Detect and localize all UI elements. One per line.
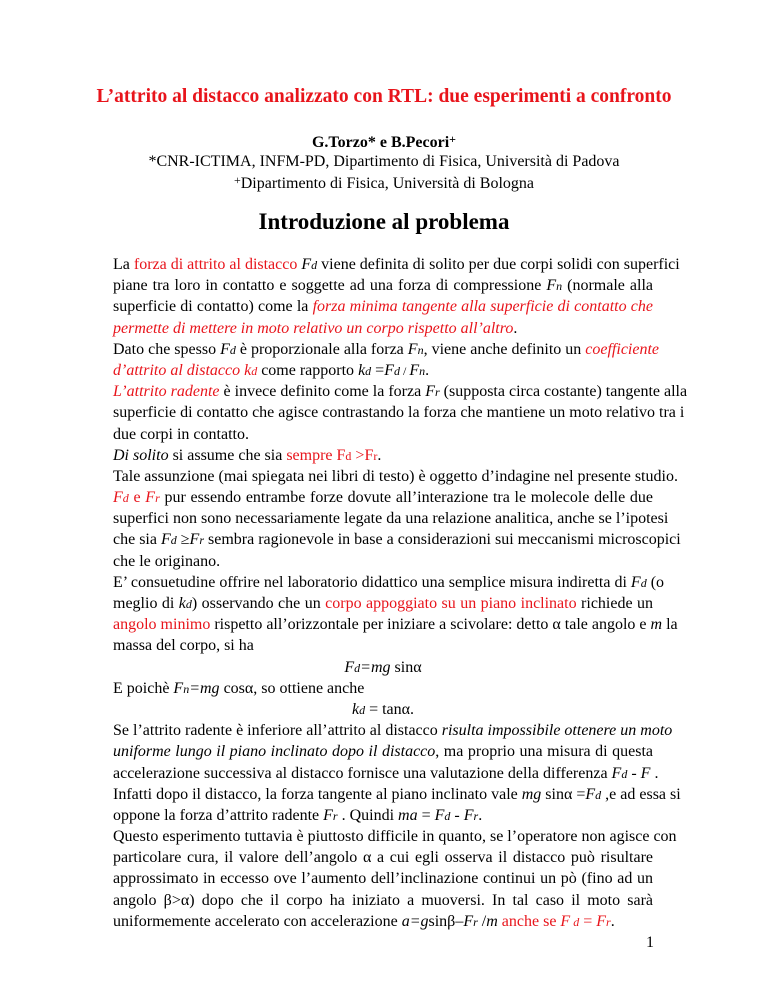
subscript: n (417, 342, 424, 357)
body-line-12 (113, 487, 653, 508)
text-run: - (450, 806, 464, 824)
text-run: che sia (113, 531, 161, 549)
text-run: / (399, 363, 410, 378)
body-line-26: Questo esperimento tuttavia è piuttosto difficile in quanto, se l’operatore non agisce con (113, 828, 677, 846)
subscript: n (183, 681, 190, 696)
body-line-22 (113, 741, 653, 762)
subscript: r (606, 914, 611, 929)
body-line-4 (113, 318, 653, 339)
highlight-text: forza minima tangente alla superficie di contatto che (312, 298, 653, 316)
symbol: mg (521, 785, 542, 803)
italic-text: uniforme lungo il piano inclinato dopo il distacco (113, 743, 436, 761)
symbol: F (384, 361, 394, 379)
text-run: = (371, 361, 385, 379)
affiliation-bologna: Dipartimento di Fisica, Università di Bologna (240, 175, 535, 192)
subscript: d (345, 448, 352, 463)
body-line-18 (113, 614, 678, 635)
symbol: F (611, 764, 622, 782)
body-line-30 (113, 911, 653, 932)
highlight-text: sempre F (286, 446, 346, 464)
body-line-9: due corpi in contatto. (113, 425, 249, 443)
text-run: è invece definito come la forza (219, 383, 426, 401)
text-run: E poichè (113, 679, 174, 697)
subscript: d (359, 702, 366, 717)
section-heading: Introduzione al problema (258, 209, 510, 234)
author-pecori-mark: + (449, 132, 456, 146)
body-line-2 (113, 275, 653, 296)
text-run: = tanα. (365, 700, 415, 718)
symbol: =mg (360, 658, 391, 676)
highlight-text: coefficiente (585, 340, 660, 358)
text-run: viene definita di solito per due corpi solidi con superfici (317, 256, 680, 273)
body-line-17 (113, 593, 653, 614)
text-run: (supposta circa costante) tangente alla (439, 383, 688, 401)
subscript: d (640, 575, 647, 590)
authors-line (0, 132, 768, 152)
symbol: k (351, 700, 360, 718)
symbol: k (178, 595, 186, 612)
body-line-29: angolo β>α) dopo che il corpo ha iniziato a muoversi. In tal caso il moto sarà (113, 891, 653, 909)
symbol: F (407, 340, 418, 358)
body-line-10 (113, 445, 653, 466)
text-run: oppone la forza d’attrito radente (113, 806, 324, 824)
subscript: d (354, 660, 361, 675)
symbol: F (113, 489, 123, 507)
text-run: = (417, 806, 435, 824)
symbol: F (409, 361, 420, 379)
subscript: r (473, 914, 478, 929)
body-line-5 (113, 339, 660, 360)
symbol: F (145, 489, 156, 507)
highlight-text: anche se (497, 912, 561, 930)
author-pecori: B.Pecori (390, 134, 450, 151)
affiliation-bologna-mark: + (233, 173, 241, 187)
body-line-20 (113, 678, 653, 699)
body-line-16 (113, 572, 665, 593)
text-run: sinβ– (428, 912, 464, 930)
symbol: F (323, 806, 333, 824)
highlight-text: d’attrito al distacco k (113, 361, 252, 379)
body-line-19: massa del corpo, si ha (113, 637, 254, 655)
text-run: sembra ragionevole in base a considerazioni sui meccanismi microscopici (204, 531, 681, 549)
subscript: d (170, 533, 177, 548)
text-run: . (478, 806, 483, 824)
body-line-11: Tale assunzione (mai spiegata nei libri di testo) è oggetto d’indagine nel presente studio. (113, 467, 678, 485)
symbol: F (560, 912, 571, 930)
affiliation-bologna-line (0, 173, 768, 193)
highlight-text: permette di mettere in moto relativo un corpo rispetto all’altro (113, 319, 514, 337)
subscript: n (556, 279, 563, 294)
text-run: accelerazione successiva al distacco fornisce una valutazione della differenza (113, 764, 612, 782)
affiliation-padova: *CNR-ICTIMA, INFM-PD, Dipartimento di Fisica, Università di Padova (148, 153, 620, 170)
subscript: d (229, 342, 236, 357)
body-line-23 (113, 763, 659, 784)
text-run: (o (646, 573, 665, 591)
subscript: n (419, 363, 426, 378)
symbol: F (173, 679, 184, 697)
subscript: r (473, 808, 479, 823)
symbol: F (160, 531, 171, 549)
text-run: cosα, so ottiene anche (219, 679, 365, 697)
symbol: F (463, 806, 474, 824)
body-line-15: che le originano. (113, 552, 221, 570)
text-run: ≥ (176, 531, 190, 549)
highlight-text: angolo minimo (113, 616, 211, 634)
italic-text: Di solito (113, 446, 169, 464)
text-run: / (477, 912, 487, 930)
author-torzo: G.Torzo (311, 134, 368, 151)
highlight-text: e (128, 489, 146, 507)
body-line-21 (113, 720, 673, 741)
body-text (113, 254, 688, 932)
text-run: . Quindi (337, 806, 399, 824)
symbol: F (434, 806, 445, 824)
text-run: Dato che spesso (113, 340, 221, 358)
symbol: F (640, 764, 651, 782)
text-run: , viene anche definito un (423, 340, 586, 358)
subscript: d (185, 597, 192, 611)
body-line-13: superfici non sono necessariamente legate da una relazione analitica, anche se l’ipotesi (113, 510, 669, 528)
text-run: sinα (390, 658, 422, 676)
highlight-text: = (579, 912, 597, 930)
text-run: . (610, 912, 615, 930)
highlight-text: L’attrito radente (113, 383, 220, 401)
text-run: è proporzionale alla forza (235, 340, 408, 358)
page-number: 1 (646, 934, 654, 951)
body-line-3 (113, 296, 653, 317)
italic-text: risulta impossibile ottenere un moto (441, 722, 673, 740)
symbol: k (358, 361, 366, 379)
subscript: d (621, 766, 628, 781)
symbol: =mg (189, 679, 220, 697)
subscript: r (373, 448, 378, 463)
symbol: F (425, 383, 435, 401)
equation-kd (113, 699, 653, 720)
subscript: r (199, 533, 204, 548)
authors-connector: e (375, 134, 391, 151)
text-run: meglio di (113, 595, 179, 612)
text-run: pur essendo entrambe forze dovute all’interazione tra le molecole delle due (159, 489, 654, 507)
text-run: , ma proprio una misura di questa (435, 743, 653, 761)
text-run: si assume che sia (168, 446, 287, 464)
symbol: m (650, 616, 663, 634)
text-run: Se l’attrito radente è inferiore all’attrito al distacco (113, 722, 442, 740)
subscript: d (393, 363, 400, 378)
body-line-1 (113, 254, 680, 275)
text-run: E’ consuetudine offrire nel laboratorio didattico una semplice misura indiretta di (113, 573, 631, 591)
body-line-25 (113, 805, 653, 826)
text-run: superficie di contatto) come la (113, 298, 313, 316)
text-run: ,e ad essa si (601, 785, 681, 803)
text-run: Infatti dopo il distacco, la forza tangente al piano inclinato vale (113, 785, 522, 803)
symbol: F (463, 912, 474, 930)
text-run: - (627, 764, 641, 782)
text-run: uniformemente accelerato con accelerazione (113, 912, 402, 930)
symbol: F (220, 340, 230, 358)
subscript: d (311, 258, 318, 272)
body-line-14 (113, 529, 681, 550)
subscript: r (332, 808, 338, 823)
highlight-text: forza di attrito al distacco (133, 256, 298, 273)
body-line-28: approssimato in eccesso ove l’aumento dell’inclinazione continui un pò (fino ad un (113, 870, 653, 888)
symbol: ma (398, 806, 418, 824)
symbol: F (546, 277, 557, 295)
subscript: d (570, 914, 580, 929)
document-title: L’attrito al distacco analizzato con RTL: due esperimenti a confronto (96, 86, 672, 107)
text-run: come rapporto (257, 361, 359, 379)
text-run: ) osservando che un (191, 595, 326, 612)
body-line-6 (113, 360, 653, 381)
highlight-text: corpo appoggiato su un piano inclinato (325, 595, 577, 612)
symbol: a=g (401, 912, 429, 930)
subscript: d (122, 491, 129, 506)
body-line-27: particolare cura, il valore dell’angolo α a cui egli osserva il distacco può risultare (113, 849, 653, 867)
symbol: F (585, 785, 596, 803)
symbol: F (189, 531, 200, 549)
text-run: la (662, 616, 678, 634)
subscript: d (251, 363, 258, 378)
symbol: F (630, 573, 641, 591)
subscript: r (434, 385, 440, 400)
symbol: F (344, 658, 355, 676)
highlight-text: >F (351, 446, 374, 464)
symbol: m (486, 912, 498, 930)
subscript: r (155, 491, 160, 506)
text-run: . (513, 319, 518, 337)
symbol: F (301, 256, 312, 273)
text-run: . (650, 764, 659, 782)
text-run: sinα = (541, 785, 586, 803)
body-line-7 (113, 381, 688, 402)
text-run: (normale alla (562, 277, 654, 295)
body-line-8: superficie di contatto che agisce contrastando la forza che mantiene un moto relativo tra i (113, 404, 685, 422)
text-run: . (425, 361, 430, 379)
text-run: La (113, 256, 134, 273)
text-run: piane tra loro in contatto e soggette ad una forza di compressione (113, 277, 547, 295)
text-run: . (377, 446, 382, 464)
text-run: rispetto all’orizzontale per iniziare a scivolare: detto α tale angolo e (210, 616, 651, 634)
author-torzo-mark: * (367, 134, 376, 151)
body-line-24 (113, 784, 681, 805)
equation-fd (113, 657, 653, 678)
subscript: d (444, 808, 451, 823)
subscript: d (365, 363, 372, 378)
symbol: F (596, 912, 607, 930)
text-run: richiede un (576, 595, 654, 612)
subscript: d (595, 787, 602, 802)
